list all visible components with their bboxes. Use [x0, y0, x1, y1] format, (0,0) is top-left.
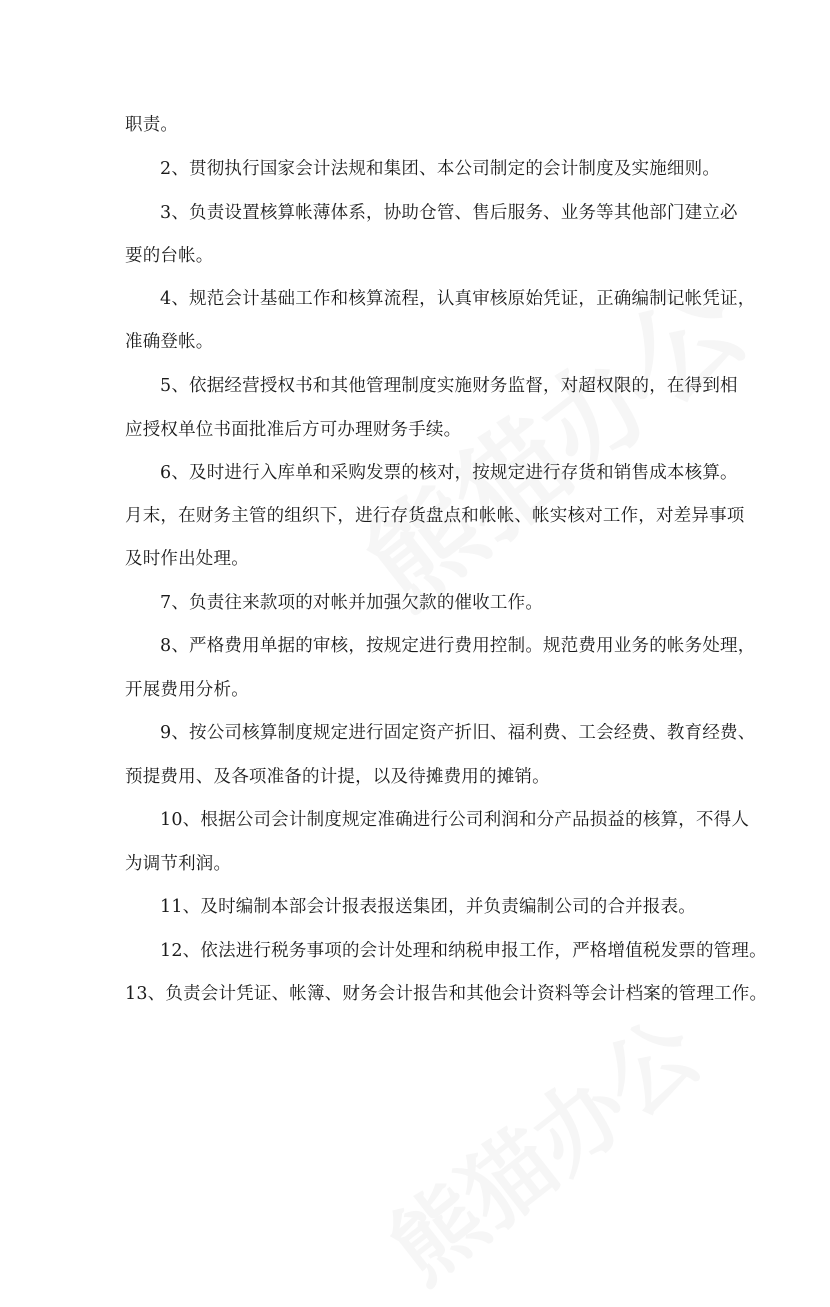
text-line: 8、严格费用单据的审核，按规定进行费用控制。规范费用业务的帐务处理，: [160, 636, 756, 656]
text-line: 7、负责往来款项的对帐并加强欠款的催收工作。: [160, 593, 544, 613]
text-line: 职责。: [125, 115, 179, 135]
text-line: 5、依据经营授权书和其他管理制度实施财务监督，对超权限的，在得到相: [160, 376, 738, 396]
text-line: 应授权单位书面批准后方可办理财务手续。: [125, 420, 462, 440]
text-line: 11、及时编制本部会计报表报送集团，并负责编制公司的合并报表。: [160, 897, 696, 917]
text-line: 要的台帐。: [125, 246, 214, 266]
text-line: 12、依法进行税务事项的会计处理和纳税申报工作，严格增值税发票的管理。: [160, 941, 767, 961]
text-line: 为调节利润。: [125, 854, 232, 874]
text-line: 9、按公司核算制度规定进行固定资产折旧、福利费、工会经费、教育经费、: [160, 723, 756, 743]
text-line: 3、负责设置核算帐薄体系，协助仓管、售后服务、业务等其他部门建立必: [160, 203, 738, 223]
text-line: 及时作出处理。: [125, 549, 249, 569]
text-line: 2、贯彻执行国家会计法规和集团、本公司制定的会计制度及实施细则。: [160, 159, 721, 179]
text-line: 准确登帐。: [125, 332, 214, 352]
watermark: [358, 983, 722, 1307]
text-line: 10、根据公司会计制度规定准确进行公司利润和分产品损益的核算，不得人: [160, 810, 750, 830]
text-line: 月末，在财务主管的组织下，进行存货盘点和帐帐、帐实核对工作，对差异事项: [125, 506, 745, 526]
text-line: 开展费用分析。: [125, 680, 249, 700]
text-line: 6、及时进行入库单和采购发票的核对，按规定进行存货和销售成本核算。: [160, 463, 738, 483]
text-line: 4、规范会计基础工作和核算流程，认真审核原始凭证，正确编制记帐凭证，: [160, 289, 756, 309]
text-line: 13、负责会计凭证、帐簿、财务会计报告和其他会计资料等会计档案的管理工作。: [125, 984, 768, 1004]
text-line: 预提费用、及各项准备的计提，以及待摊费用的摊销。: [125, 767, 550, 787]
